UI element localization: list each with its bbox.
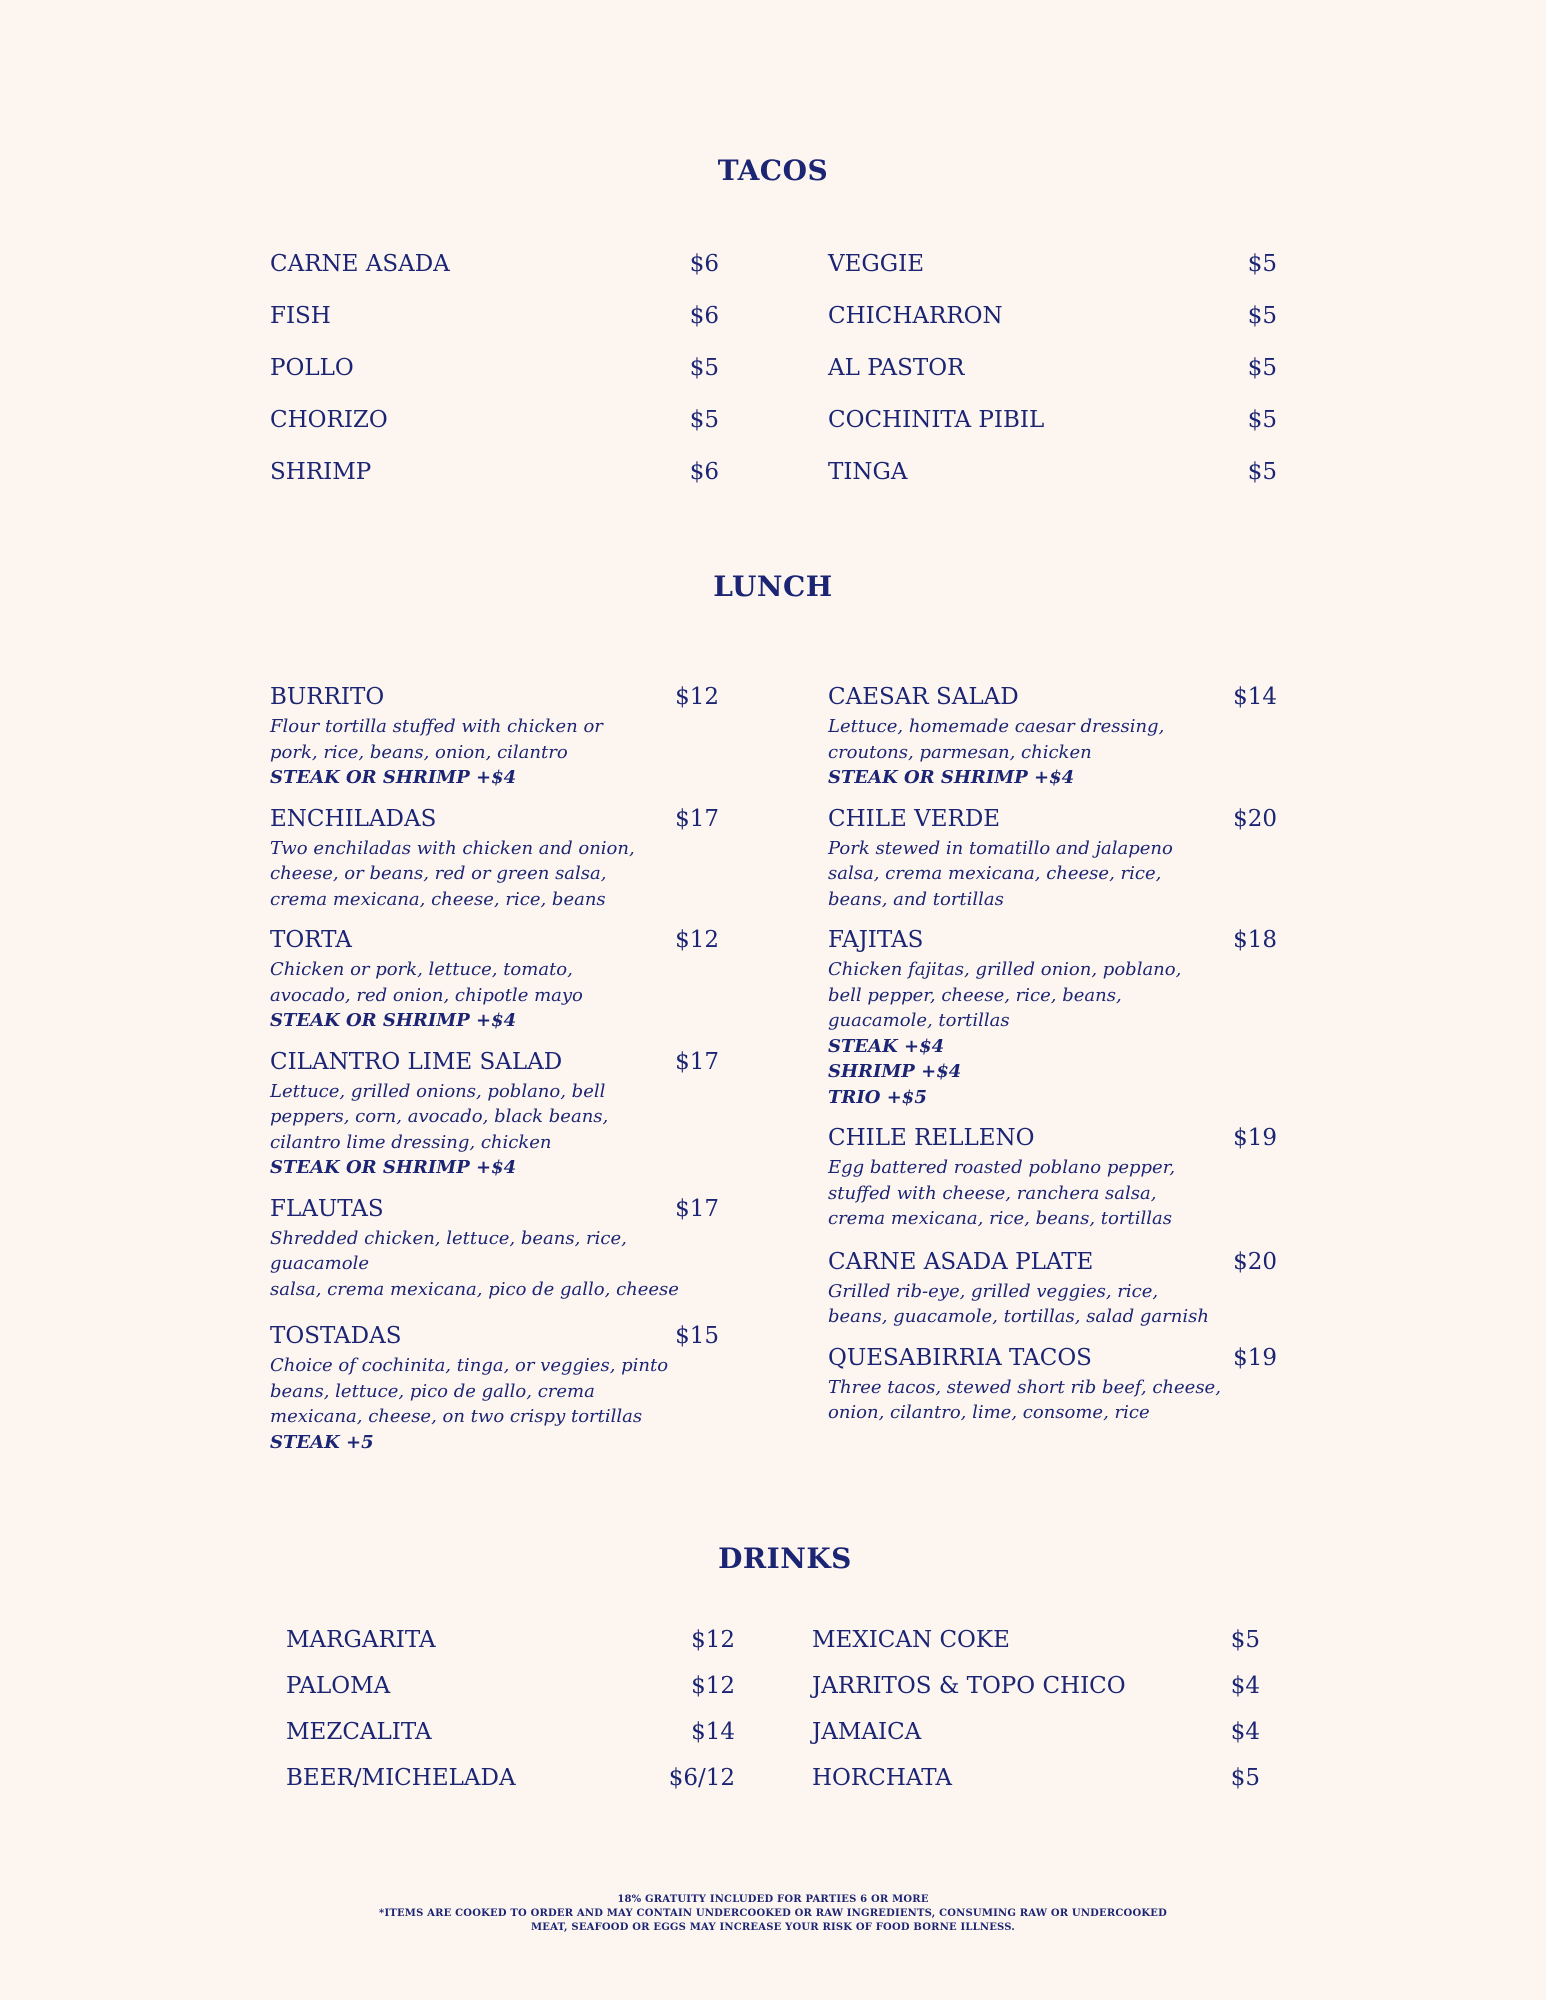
menu-item — [286, 1718, 735, 1746]
item-price: $20 — [1233, 1248, 1277, 1275]
item-addon: STEAK +$4 SHRIMP +$4 TRIO +$5 — [828, 1035, 962, 1108]
lunch-item — [270, 926, 719, 1034]
item-name: CAESAR SALAD — [828, 684, 1019, 710]
item-description: Shredded chicken, lettuce, beans, rice, guacamole salsa, crema mexicana, pico de gallo, cheese — [270, 1227, 679, 1300]
item-name: SHRIMP — [270, 459, 372, 485]
menu-item — [270, 302, 719, 330]
item-addon: STEAK OR SHRIMP +$4 — [828, 767, 1075, 788]
menu-item — [270, 354, 719, 382]
item-price: $12 — [675, 684, 719, 710]
item-name: TINGA — [828, 459, 908, 485]
menu-item — [812, 1626, 1260, 1654]
item-description: Lettuce, homemade caesar dressing, croutons, parmesan, chicken — [828, 716, 1165, 763]
item-price: $15 — [675, 1323, 719, 1349]
item-price: $12 — [691, 1673, 735, 1699]
item-price: $6 — [689, 251, 719, 277]
item-name: BEER/MICHELADA — [286, 1765, 516, 1791]
lunch-item — [828, 683, 1277, 791]
item-price: $5 — [1247, 407, 1277, 433]
lunch-item — [270, 1322, 719, 1455]
item-description: Chicken or pork, lettuce, tomato, avocado, red onion, chipotle mayo — [270, 959, 583, 1006]
item-name: COCHINITA PIBIL — [828, 407, 1045, 433]
gratuity-note: 18% GRATUITY INCLUDED FOR PARTIES 6 OR MORE — [617, 1894, 929, 1905]
menu-item — [270, 458, 719, 486]
item-name: CHICHARRON — [828, 303, 1003, 329]
item-name: MARGARITA — [286, 1627, 436, 1653]
item-name: POLLO — [270, 355, 354, 381]
item-description: Lettuce, grilled onions, poblano, bell peppers, corn, avocado, black beans, cilantro lime dressing, chicken — [270, 1080, 609, 1153]
item-price: $5 — [689, 407, 719, 433]
item-price: $17 — [675, 1195, 719, 1222]
item-price: $5 — [1247, 303, 1277, 329]
item-price: $14 — [1233, 684, 1277, 710]
item-addon: STEAK OR SHRIMP +$4 — [270, 1010, 517, 1031]
item-name: MEXICAN COKE — [812, 1627, 1010, 1653]
item-name: MEZCALITA — [286, 1719, 432, 1745]
item-price: $5 — [1230, 1627, 1260, 1653]
item-description: Grilled rib-eye, grilled veggies, rice, beans, guacamole, tortillas, salad garnish — [828, 1280, 1209, 1327]
menu-item — [828, 406, 1277, 434]
item-price: $17 — [675, 805, 719, 832]
item-name: TORTA — [270, 927, 352, 953]
lunch-right-column — [828, 683, 1277, 1440]
menu-item — [286, 1672, 735, 1700]
item-name: FAJITAS — [828, 927, 924, 953]
menu-item — [270, 406, 719, 434]
item-description: Three tacos, stewed short rib beef, cheese, onion, cilantro, lime, consome, rice — [828, 1376, 1221, 1423]
item-price: $20 — [1233, 805, 1277, 832]
item-description: Flour tortilla stuffed with chicken or pork, rice, beans, onion, cilantro — [270, 716, 603, 763]
item-description: Chicken fajitas, grilled onion, poblano, bell pepper, cheese, rice, beans, guacamole, tortillas — [828, 959, 1182, 1031]
item-description: Pork stewed in tomatillo and jalapeno salsa, crema mexicana, cheese, rice, beans, and tortillas — [828, 837, 1173, 910]
lunch-item — [828, 805, 1277, 913]
item-name: CILANTRO LIME SALAD — [270, 1048, 563, 1075]
lunch-item — [270, 1048, 719, 1181]
item-description: Choice of cochinita, tinga, or veggies, pinto beans, lettuce, pico de gallo, crema mexicana, cheese, on two crispy tortillas — [270, 1355, 669, 1427]
item-name: TOSTADAS — [270, 1323, 402, 1349]
lunch-item — [270, 1195, 719, 1303]
drinks-title: DRINKS — [718, 1542, 852, 1575]
item-price: $4 — [1230, 1673, 1260, 1699]
item-price: $6 — [689, 303, 719, 329]
lunch-item — [270, 683, 719, 791]
item-price: $5 — [1247, 459, 1277, 485]
item-price: $19 — [1233, 1125, 1277, 1151]
item-price: $5 — [1247, 355, 1277, 381]
item-price: $6/12 — [668, 1765, 735, 1791]
item-name: CHORIZO — [270, 407, 388, 433]
item-price: $5 — [1230, 1765, 1260, 1791]
lunch-item — [828, 1124, 1277, 1232]
item-price: $5 — [1247, 251, 1277, 277]
menu-item — [286, 1626, 735, 1654]
footer-notice — [0, 1893, 1546, 1935]
item-price: $12 — [675, 927, 719, 953]
lunch-item — [828, 926, 1277, 1110]
menu-item — [812, 1718, 1260, 1746]
menu-item — [828, 302, 1277, 330]
lunch-item — [828, 1248, 1277, 1330]
menu-item — [286, 1764, 735, 1792]
lunch-item — [270, 805, 719, 913]
item-addon: STEAK OR SHRIMP +$4 — [270, 767, 517, 788]
lunch-title: LUNCH — [713, 570, 833, 603]
item-name: ENCHILADAS — [270, 805, 437, 832]
item-name: CARNE ASADA PLATE — [828, 1248, 1094, 1275]
menu-item — [270, 250, 719, 278]
consumption-warning-line-2: MEAT, SEAFOOD OR EGGS MAY INCREASE YOUR RISK OF FOOD BORNE ILLNESS. — [530, 1922, 1015, 1933]
consumption-warning-line-1: *ITEMS ARE COOKED TO ORDER AND MAY CONTAIN UNDERCOOKED OR RAW INGREDIENTS, CONSUMING RAW OR UNDERCOOKED — [379, 1908, 1167, 1919]
menu-item — [828, 250, 1277, 278]
menu-item — [812, 1764, 1260, 1792]
drinks-right-column — [812, 1626, 1260, 1792]
item-name: PALOMA — [286, 1673, 391, 1699]
tacos-right-column — [828, 250, 1277, 486]
tacos-title: TACOS — [717, 154, 829, 187]
item-name: BURRITO — [270, 684, 385, 710]
item-price: $19 — [1233, 1344, 1277, 1371]
item-price: $4 — [1230, 1719, 1260, 1745]
item-name: CHILE VERDE — [828, 805, 1001, 832]
item-name: JAMAICA — [812, 1719, 922, 1745]
item-price: $18 — [1233, 927, 1277, 953]
item-name: CARNE ASADA — [270, 251, 450, 277]
lunch-item — [828, 1344, 1277, 1426]
item-price: $17 — [675, 1048, 719, 1075]
item-addon: STEAK +5 — [270, 1431, 374, 1453]
tacos-left-column — [270, 250, 719, 486]
item-name: QUESABIRRIA TACOS — [828, 1344, 1092, 1371]
item-addon: STEAK OR SHRIMP +$4 — [270, 1157, 517, 1178]
item-name: FISH — [270, 303, 331, 329]
item-name: AL PASTOR — [828, 355, 965, 381]
lunch-left-column — [270, 683, 719, 1469]
item-name: VEGGIE — [828, 251, 925, 277]
menu-item — [828, 354, 1277, 382]
item-name: JARRITOS & TOPO CHICO — [812, 1673, 1126, 1699]
menu-item — [828, 458, 1277, 486]
item-name: CHILE RELLENO — [828, 1125, 1035, 1151]
menu-item — [812, 1672, 1260, 1700]
item-description: Egg battered roasted poblano pepper, stuffed with cheese, ranchera salsa, crema mexicana, rice, beans, tortillas — [828, 1157, 1176, 1229]
item-price: $14 — [691, 1719, 735, 1745]
drinks-left-column — [286, 1626, 735, 1792]
item-description: Two enchiladas with chicken and onion, cheese, or beans, red or green salsa, crema mexicana, cheese, rice, beans — [270, 837, 635, 910]
item-price: $6 — [689, 459, 719, 485]
item-price: $5 — [689, 355, 719, 381]
item-price: $12 — [691, 1627, 735, 1653]
item-name: HORCHATA — [812, 1765, 952, 1791]
item-name: FLAUTAS — [270, 1195, 384, 1222]
